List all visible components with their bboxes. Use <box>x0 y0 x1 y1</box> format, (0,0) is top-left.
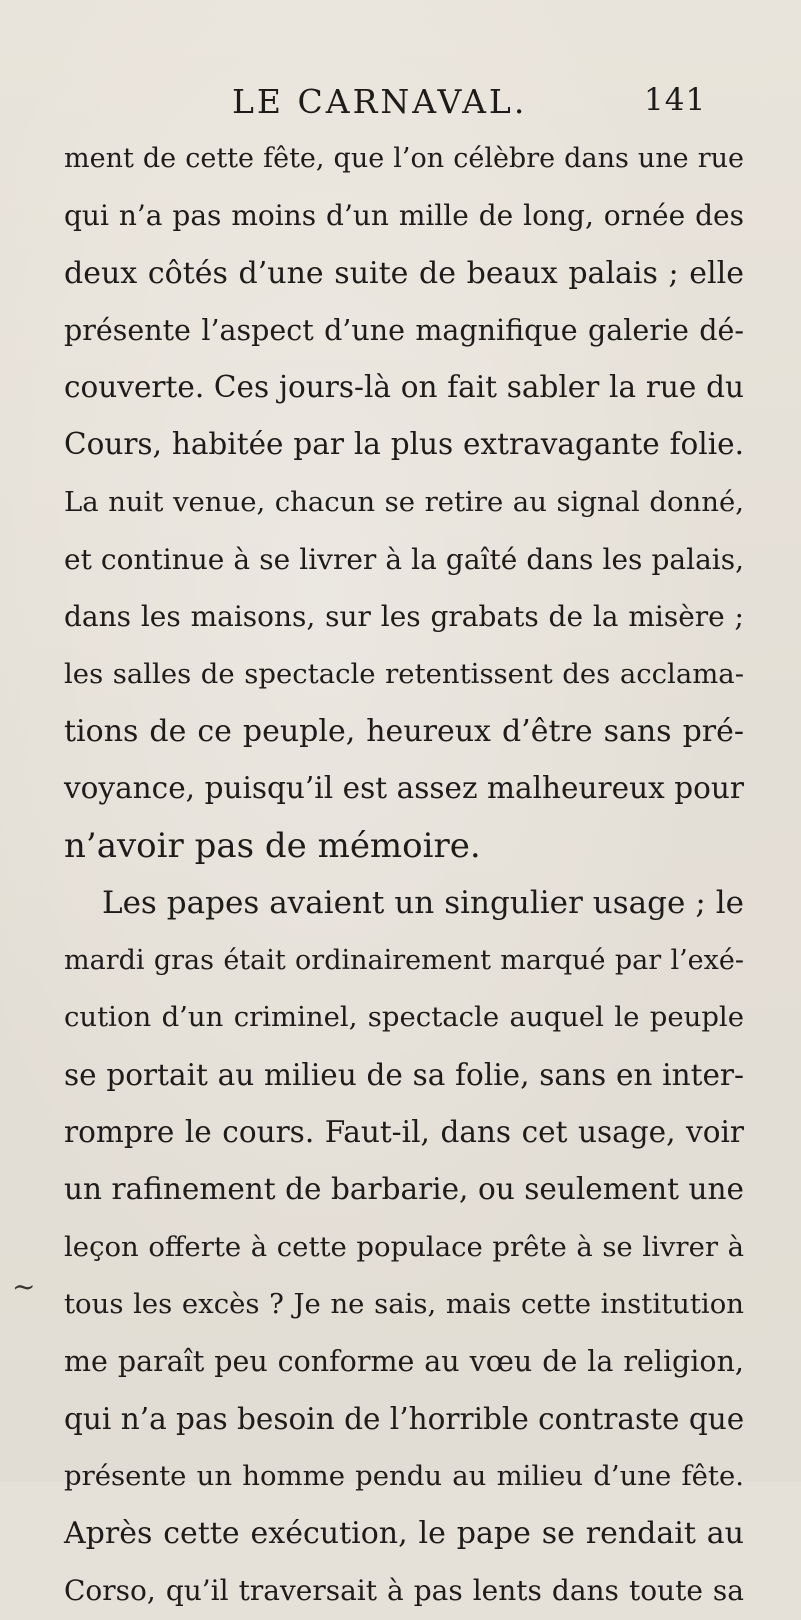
text-line: présente un homme pendu au milieu d’une fête. <box>64 1459 744 1492</box>
text-line: Cours, habitée par la plus extravagante folie. <box>64 427 744 462</box>
text-line: voyance, puisqu’il est assez malheureux pour <box>64 771 744 806</box>
running-title: LE CARNAVAL. <box>232 82 528 121</box>
text-line: Corso, qu’il traversait à pas lents dans toute sa <box>64 1574 744 1608</box>
text-line: ment de cette fête, que l’on célèbre dans une rue <box>64 143 744 174</box>
text-line: tions de ce peuple, heureux d’être sans pré- <box>64 713 744 749</box>
text-line: Après cette exécution, le pape se rendait au <box>64 1516 744 1552</box>
text-line: Les papes avaient un singulier usage ; le <box>102 884 744 921</box>
text-line: dans les maisons, sur les grabats de la misère ; <box>64 600 744 634</box>
text-line: leçon offerte à cette populace prête à se livrer à <box>64 1230 744 1263</box>
text-line: qui n’a pas moins d’un mille de long, ornée des <box>64 199 744 233</box>
text-line: et continue à se livrer à la gaîté dans les palais, <box>64 543 744 577</box>
body-text <box>64 130 744 1620</box>
text-line: La nuit venue, chacun se retire au signal donné, <box>64 485 744 518</box>
text-line: un rafinement de barbarie, ou seulement une <box>64 1172 744 1207</box>
text-line: me paraît peu conforme au vœu de la religion, <box>64 1345 744 1379</box>
page-number: 141 <box>644 82 707 118</box>
text-line: se portait au milieu de sa folie, sans en inter- <box>64 1057 744 1092</box>
text-line: cution d’un criminel, spectacle auquel le peuple <box>64 1001 744 1034</box>
text-line: couverte. Ces jours-là on fait sabler la rue du <box>64 370 744 405</box>
text-line: qui n’a pas besoin de l’horrible contraste que <box>64 1401 745 1436</box>
text-line: tous les excès ? Je ne sais, mais cette institution <box>64 1287 744 1320</box>
text-line: mardi gras était ordinairement marqué par l’exé- <box>64 945 744 977</box>
text-line: n’avoir pas de mémoire. <box>64 825 481 866</box>
text-line: présente l’aspect d’une magnifique galerie dé- <box>64 313 744 347</box>
text-line: rompre le cours. Faut-il, dans cet usage, voir <box>64 1115 744 1150</box>
text-line: deux côtés d’une suite de beaux palais ; elle <box>64 255 744 291</box>
margin-mark: ~ <box>12 1270 36 1303</box>
text-line: les salles de spectacle retentissent des acclama- <box>64 657 744 690</box>
